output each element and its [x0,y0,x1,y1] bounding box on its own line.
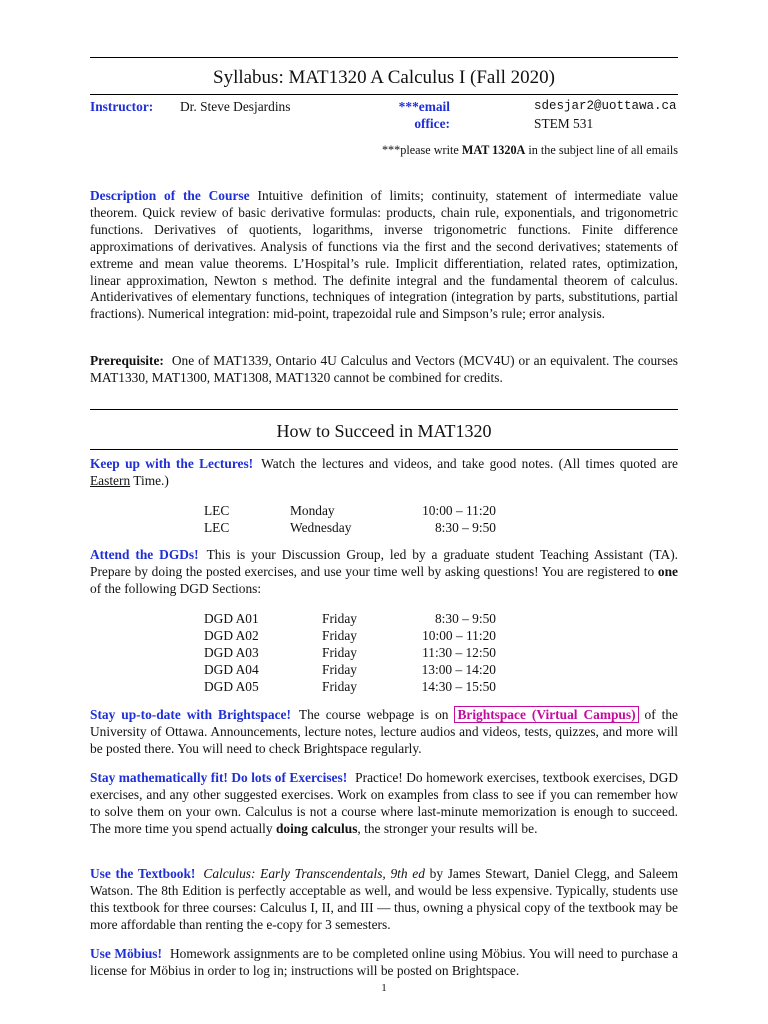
dgd-row: DGD A02 Friday 10:00 – 11:20 [204,628,496,643]
description-text: Intuitive definition of limits; continuity, statement of intermediate value theorem. Quick review of basic derivative formulas: products, chain rule, exponentials, and trigonometric functions. Derivatives of quotients, logarithms, inverse trigonometric functions. Finite difference approximations of derivatives. Analysis of functions via the first and the second derivatives; statements of extreme and mean value theorems. L’Hospital’s rule. Implicit differentiation, related rates, optimization, linear approximation, Newton s method. The definite integral and the fundamental theorem of calculus. Antiderivatives of elementary functions, techniques of integration (integration by parts, substitutions, partial fractions). Numerical integration: mid-point, trapezoidal rule and Simpson’s rule; error analysis. [90,188,678,322]
office-label: office: [414,116,450,131]
lectures-heading: Keep up with the Lectures! [90,456,254,471]
mobius-text: Homework assignments are to be completed online using Möbius. You will need to purchase a license for Möbius in order to log in; instructions will be posted on Brightspace. [90,946,678,978]
syllabus-page [90,0,678,1024]
brightspace-paragraph: Stay up-to-date with Brightspace! The course webpage is on Brightspace (Virtual Campus) of the University of Ottawa. Announcements, lecture notes, lecture audios and videos, tests, quizzes, and more will be posted there. You will need to check Brightspace regularly. [90,707,679,756]
dgd-row: DGD A05 Friday 14:30 – 15:50 [204,679,496,694]
textbook-paragraph: Use the Textbook! Calculus: Early Transcendentals, 9th ed by James Stewart, Daniel Clegg, and Saleem Watson. The 8th Edition is perfectly acceptable as well, and would be less expensive. Typically, students use this textbook for three courses: Calculus I, II, and III — thus, owning a physical copy of the textbook may be more affordable than renting the e-copy for 3 semesters. [90,866,679,932]
dgd-row: DGD A01 Friday 8:30 – 9:50 [204,611,496,626]
section-rule-bottom [90,449,678,450]
title-rule [90,94,678,95]
mobius-heading: Use Möbius! [90,946,162,961]
success-title: How to Succeed in MAT1320 [276,421,492,441]
email-label: ***email [398,99,450,114]
dgd-heading: Attend the DGDs! [90,547,199,562]
top-rule [90,57,678,58]
prerequisite [90,353,678,387]
prerequisite-text: One of MAT1339, Ontario 4U Calculus and Vectors (MCV4U) or an equivalent. The courses MAT1330, MAT1300, MAT1308, MAT1320 cannot be combined for credits. [90,353,678,385]
mobius-paragraph [90,946,678,980]
exercises-paragraph: Stay mathematically fit! Do lots of Exercises! Practice! Do homework exercises, textbook exercises, DGD exercises, and any other suggested exercises. Work on examples from class to see if you can remember how to solve them on your own. Calculus is not a course where last-minute memorization is enough to succeed. The more time you spend actually doing calculus, the stronger your results will be. [90,770,678,836]
dgd-schedule [204,610,496,695]
brightspace-link[interactable]: Brightspace (Virtual Campus) [454,706,638,723]
dgd-row: DGD A03 Friday 11:30 – 12:50 [204,645,496,660]
email-note: ***please write MAT 1320A in the subject line of all emails [381,143,678,157]
lecture-row: LEC Wednesday 8:30 – 9:50 [204,520,496,535]
page-title: Syllabus: MAT1320 A Calculus I (Fall 2020) [213,67,555,88]
page-number: 1 [381,982,387,994]
course-description [90,188,678,323]
lecture-schedule [204,502,496,536]
email-link[interactable]: sdesjar2@uottawa.ca [534,99,677,113]
instructor-label: Instructor: [90,99,154,114]
description-heading: Description of the Course [90,188,250,203]
exercises-heading: Stay mathematically fit! Do lots of Exercises! [90,770,348,785]
lecture-row: LEC Monday 10:00 – 11:20 [204,503,496,518]
dgd-row: DGD A04 Friday 13:00 – 14:20 [204,662,496,677]
office-value: STEM 531 [534,116,594,131]
brightspace-heading: Stay up-to-date with Brightspace! [90,707,291,722]
section-rule-top [90,409,678,410]
instructor-name: Dr. Steve Desjardins [180,99,291,114]
textbook-heading: Use the Textbook! [90,866,196,881]
dgd-paragraph: Attend the DGDs! This is your Discussion Group, led by a graduate student Teaching Assistant (TA). Prepare by doing the posted exercises, and use your time well by asking questions! You are registered to one of the following DGD Sections: [90,547,678,596]
lectures-paragraph: Keep up with the Lectures! Watch the lectures and videos, and take good notes. (All times quoted are Eastern Time.) [90,456,678,488]
prerequisite-heading: Prerequisite: [90,353,164,368]
